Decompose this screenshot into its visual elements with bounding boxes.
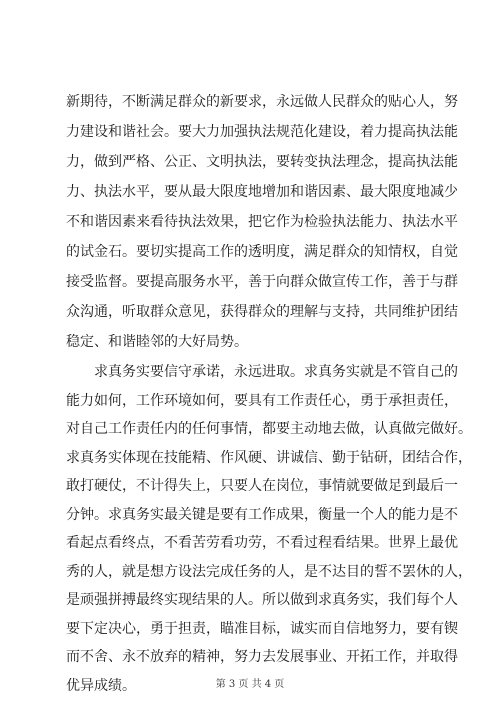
paragraph-2-line: 要下定决心，勇于担责，瞄准目标，诚实而自信地努力，要有锲 [66,620,458,637]
paragraph-1-line: 不和谐因素来看待执法效果，把它作为检验执法能力、执法水平 [66,214,458,230]
paragraph-2-line: 敢打硬仗，不计得失上，只要人在岗位，事情就要做足到最后一 [66,478,458,494]
paragraph-1-line: 的试金石。要切实提高工作的透明度，满足群众的知情权，自觉 [66,244,458,260]
paragraph-2-line: 而不舍、永不放弃的精神，努力去发展事业、开拓工作，并取得 [66,649,458,665]
paragraph-2-line: 分钟。求真务实最关键是要有工作成果，衡量一个人的能力是不 [66,506,458,523]
paragraph-1-line: 稳定、和谐睦邻的大好局势。 [66,334,248,350]
paragraph-2-line: 是顽强拼搏最终实现结果的人。所以做到求真务实，我们每个人 [66,592,458,608]
paragraph-1-line: 力建设和谐社会。要大力加强执法规范化建设，着力提高执法能 [66,124,458,140]
paragraph-2-line: 优异成绩。 [66,677,136,694]
paragraph-1-line: 新期待，不断满足群众的新要求，永远做人民群众的贴心人，努 [66,94,458,110]
paragraph-2-line: 对自己工作责任内的任何事情，都要主动地去做，认真做完做好。 [66,421,472,437]
paragraph-2-line: 求真务实体现在技能精、作风硬、讲诚信、勤于钻研，团结合作， [66,449,472,466]
paragraph-2-line: 能力如何，工作环境如何，要具有工作责任心，勇于承担责任， [66,392,458,409]
paragraph-1-line: 众沟通，听取群众意见，获得群众的理解与支持，共同维护团结 [66,304,458,320]
paragraph-2-line: 秀的人，就是想方设法完成任务的人，是不达目的誓不罢休的人， [66,563,472,580]
paragraph-2-line: 看起点看终点，不看苦劳看功劳，不看过程看结果。世界上最优 [66,535,458,551]
paragraph-1-line: 接受监督。要提高服务水平，善于向群众做宣传工作，善于与群 [66,274,458,290]
paragraph-1-line: 力、执法水平，要从最大限度地增加和谐因素、最大限度地减少 [66,184,458,200]
paragraph-1-line: 力，做到严格、公正、文明执法，要转变执法理念，提高执法能 [66,154,458,170]
page-number-footer: 第 3 页 共 4 页 [215,679,285,690]
paragraph-2-line: 求真务实要信守承诺，永远进取。求真务实就是不管自己的 [94,364,458,380]
